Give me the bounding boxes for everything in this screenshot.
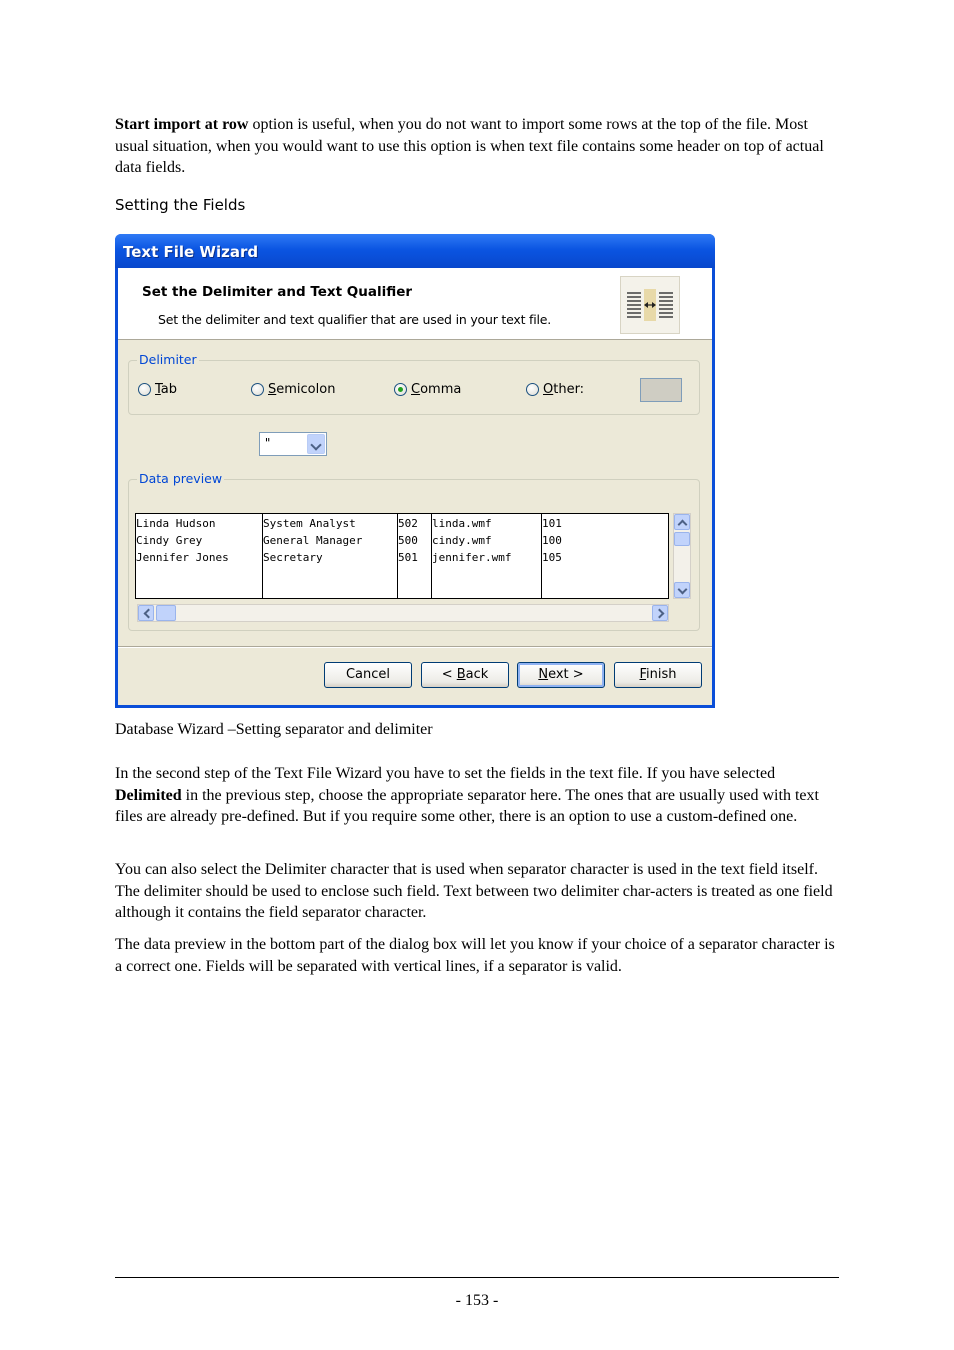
chevron-down-icon xyxy=(678,585,688,595)
radio-circle xyxy=(251,383,264,396)
section-heading: Setting the Fields xyxy=(115,196,246,214)
radio-tab[interactable] xyxy=(138,382,177,397)
radio-label: Other: xyxy=(543,382,585,397)
next-button[interactable]: Next > xyxy=(517,662,605,688)
delimiter-columns-icon xyxy=(620,276,680,334)
scroll-up-button[interactable] xyxy=(674,514,690,530)
chevron-right-icon xyxy=(655,609,665,619)
delimited-bold: Delimited xyxy=(115,786,182,804)
figure-caption: Database Wizard –Setting separator and delimiter xyxy=(115,721,433,738)
radio-circle xyxy=(138,383,151,396)
radio-comma[interactable] xyxy=(394,382,461,397)
horizontal-scrollbar[interactable] xyxy=(137,604,669,622)
text-qualifier-select[interactable] xyxy=(259,432,327,456)
back-button[interactable]: < Back xyxy=(421,662,509,688)
radio-label: Tab xyxy=(155,382,178,397)
dialog-body xyxy=(118,268,712,705)
footer-divider xyxy=(118,646,712,648)
scroll-thumb[interactable] xyxy=(156,605,176,621)
footer-rule xyxy=(115,1277,839,1278)
preview-column: Linda Hudson Cindy Grey Jennifer Jones xyxy=(136,514,263,598)
preview-column: 101 100 105 xyxy=(542,517,562,564)
radio-semicolon[interactable] xyxy=(251,382,335,397)
dialog-title: Text File Wizard xyxy=(115,234,715,268)
finish-button[interactable]: Finish xyxy=(614,662,702,688)
radio-circle-selected xyxy=(394,383,407,396)
scroll-left-button[interactable] xyxy=(138,605,154,621)
data-preview-table xyxy=(135,513,669,599)
header-subtitle: Set the delimiter and text qualifier that are used in your text file. xyxy=(158,312,552,327)
delimiter-group-label: Delimiter xyxy=(139,352,197,367)
preview-column: linda.wmf cindy.wmf jennifer.wmf xyxy=(432,514,542,598)
chevron-up-icon xyxy=(678,520,688,530)
page-number: - 153 - xyxy=(455,1292,499,1309)
chevron-left-icon xyxy=(144,609,154,619)
radio-other[interactable] xyxy=(526,382,584,397)
data-preview-label: Data preview xyxy=(139,471,223,486)
scroll-thumb[interactable] xyxy=(674,532,690,546)
intro-bold: Start import at row xyxy=(115,116,249,133)
chevron-down-icon[interactable] xyxy=(307,434,325,454)
cancel-button[interactable]: Cancel xyxy=(324,662,412,688)
preview-column: System Analyst General Manager Secretary xyxy=(263,514,398,598)
radio-label: Semicolon xyxy=(268,382,336,397)
preview-column: 502 500 501 xyxy=(398,514,432,598)
paragraph-delimiter: You can also select the Delimiter character that is used when separator character is used in the text field itself. The delimiter should be used to enclose such field. Text between two delimiter char-acters is treated as one field although it contains the field separator character. xyxy=(115,861,833,921)
vertical-scrollbar[interactable] xyxy=(673,513,691,599)
scroll-down-button[interactable] xyxy=(674,582,690,598)
dialog-header xyxy=(118,268,712,340)
text-file-wizard-dialog xyxy=(115,234,715,708)
header-title: Set the Delimiter and Text Qualifier xyxy=(142,284,413,300)
other-delimiter-input[interactable] xyxy=(640,378,682,402)
radio-circle xyxy=(526,383,539,396)
intro-paragraph xyxy=(115,114,839,179)
paragraph-preview: The data preview in the bottom part of the dialog box will let you know if your choice of a separator character is a correct one. Fields will be separated with vertical lines, if a separator is valid. xyxy=(115,936,835,975)
radio-label: Comma xyxy=(411,382,462,397)
paragraph-separator: In the second step of the Text File Wizard you have to set the fields in the text file. If you have selected Delimited in the previous step, choose the appropriate separator here. The ones that are usually used with text files are already pre-defined. But if you require some other, there is an option to use a custom-defined one. xyxy=(115,765,819,825)
qualifier-value: " xyxy=(264,436,272,450)
scroll-right-button[interactable] xyxy=(652,605,668,621)
intro-text: option is useful, when you do not want to import some rows at the top of the file. Most usual situation, when you would want to use this option is when text file contains some header on top of actual data fields. xyxy=(115,116,824,176)
